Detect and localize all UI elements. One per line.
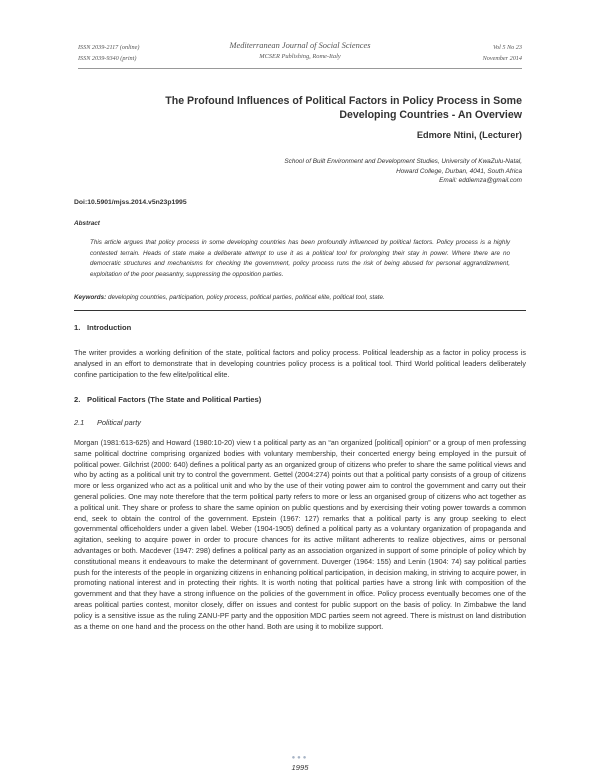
section-1-heading <box>74 323 131 332</box>
keywords-divider <box>74 310 526 311</box>
abstract-heading: Abstract <box>74 220 100 227</box>
header-divider <box>78 68 522 69</box>
title-line-2: Developing Countries - An Overview <box>339 109 522 121</box>
title-line-1: The Profound Influences of Political Factors in Policy Process in Some <box>165 95 522 107</box>
section-2-1-heading <box>74 418 141 427</box>
section-2-heading <box>74 395 261 404</box>
footer-dots: ●●● <box>291 755 309 761</box>
header-volume <box>483 42 522 64</box>
affiliation-line-2: Howard College, Durban, 4041, South Africa <box>396 167 522 175</box>
affiliation-line-1: School of Built Environment and Development Studies, University of KwaZulu-Natal, <box>284 158 522 165</box>
author: Edmore Ntini, (Lecturer) <box>416 130 522 140</box>
journal-name: Mediterranean Journal of Social Sciences <box>229 41 371 50</box>
article-title <box>120 94 522 122</box>
keywords-text: developing countries, participation, policy process, political parties, political elite, political tool, state. <box>106 294 385 301</box>
publisher: MCSER Publishing, Rome-Italy <box>259 53 341 60</box>
section-2-1-text: Morgan (1981:613-625) and Howard (1980:10-20) view t a political party as an “an organized [political] opinion” or a group of men professing same political doctrine comprising organized bodies with voluntary membership, their concerted energy being employed in the pursuit of political power. Gilchrist (2000: 640) defines a political party as an organized group of citizens who prefer to share the same political views and who by acting as a political unit try to control the government. Gettel (2004:274) points out that a political party consists of a group of citizens more or less organized who act as a political unit and who by the use of their voting power aim to control the government and carry out their general policies. One may note therefore that the term political party refers to more or less an organised group of citizens who act together as a political unit. They share or profess to share the same opinion on public questions and by exercising their voting power towards a common end, seek to obtain the control of the government. Epstein (1967: 127) remarks that a political party is any group seeking to elect governmental officeholders under a given label. Weber (1904-1905) defined a political party as a voluntary organization of propaganda and agitation, seeking to acquire power in order to procure chances for its active militant adherents to realize objectives, aims or personal advantages or both. Macdever (1947: 298) defines a political party as an association organized in support of some principle of policy which by constitutional means it endeavours to make the determinant of government. Duverger (1964: 155) and Lenin (1904: 74) say political parties push for the interests of the people in organizing citizens in enhancing political participation, in decision making, in striving to acquire power, in promoting national interest and in protecting their rights. It is worth noting that political parties have a strong link with composition of the government and that they have a strong influence on the policies of the government in office. Policy process eventually becomes one of the areas political parties contest, monitor closely, differ on issues and contest for public support on the basis of policy. In Zimbabwe the land policy is a sensitive issue as the ruling ZANU-PF party and the opposition MDC parties seem not agreed. There is mistrust on land distribution as a theme on one hand and the process on the other hand. Both are using it to mobilize support. <box>74 438 526 631</box>
issn-print: ISSN 2039-9340 (print) <box>78 55 137 62</box>
issue-date: November 2014 <box>482 55 522 62</box>
affiliation <box>284 157 522 186</box>
section-2-1-number: 2.1 <box>74 418 85 427</box>
keywords <box>74 294 526 301</box>
section-2-number: 2. <box>74 395 81 404</box>
keywords-label: Keywords: <box>74 294 107 301</box>
page-number: 1995 <box>291 763 309 772</box>
section-1-number: 1. <box>74 323 81 332</box>
section-1-text: The writer provides a working definition of the state, political factors and policy process. Political leadership as a factor in policy process is analysed in an effort to demonstrate that in developing countries policy process is a political tool. Third World political leaders deliberately confine participation to the few elite/political elite. <box>74 348 526 379</box>
volume: Vol 5 No 23 <box>492 44 522 51</box>
doi: Doi:10.5901/mjss.2014.v5n23p1995 <box>74 199 187 206</box>
section-2-1-title: Political party <box>97 418 141 427</box>
issn-online: ISSN 2039-2117 (online) <box>78 44 140 51</box>
section-1-title: Introduction <box>87 323 132 332</box>
affiliation-email[interactable]: Email: eddiemza@gmail.com <box>439 177 522 184</box>
abstract-text: This article argues that policy process in some developing countries has been profoundly influenced by political factors. Policy process is a highly contested terrain. Heads of state make a deliberate attempt to use it as a political tool for prolonging their stay in power. Where there are no democratic structures and mechanisms for checking the government, policy process runs the risk of being abused for personal aggrandizement, exploitation of the poor peasantry, suppressing the opposition parties. <box>90 239 510 278</box>
section-2-title: Political Factors (The State and Political Parties) <box>87 395 262 404</box>
